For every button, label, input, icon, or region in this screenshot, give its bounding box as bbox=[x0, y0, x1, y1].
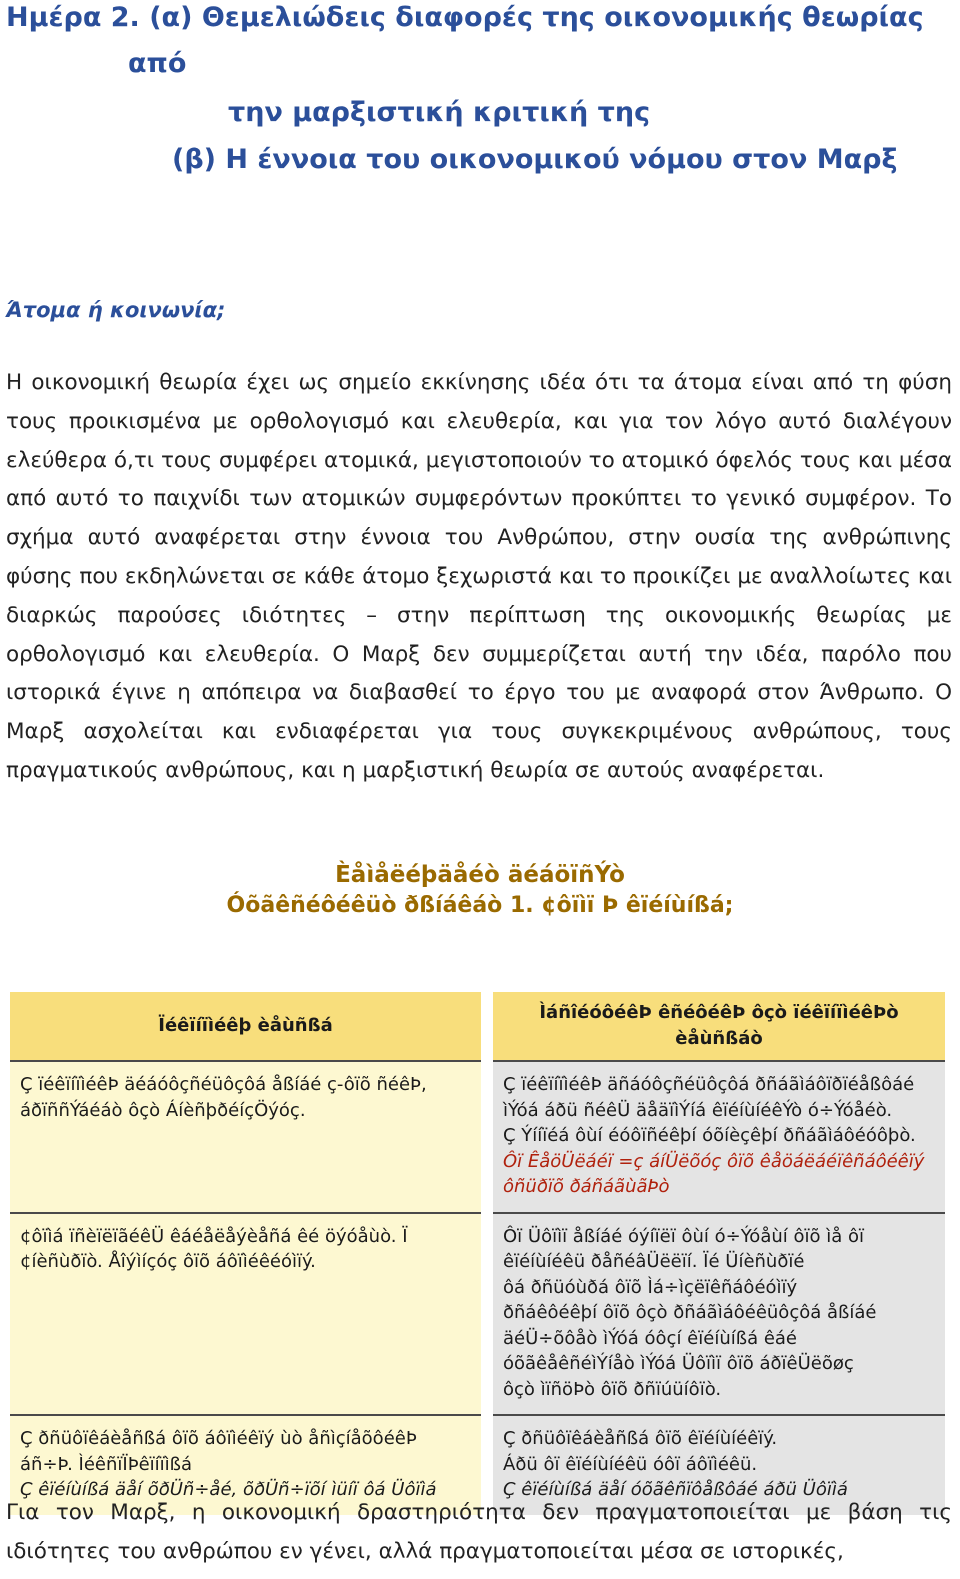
box-title: Èåìåëéþäåéò äéáöïñÝò bbox=[335, 862, 625, 888]
table-row bbox=[10, 1061, 945, 1213]
cell-line: Ç ïéêïíïìéêÞ äéáóôçñéüôçôá åßíáé ç-ôïõ ñéêÞ, bbox=[20, 1074, 427, 1095]
cell-line: ôçò ìïñöÞò ôïõ ðñïúüíôïò. bbox=[503, 1378, 722, 1400]
cell-line: Ç Ýííïéá ôùí éóôïñéêþí óõíèçêþí ðñáãìáôéóôþò. bbox=[503, 1125, 916, 1146]
cell-line: áñ÷Þ. ÌéêñïÏÞêïíïìßá bbox=[20, 1453, 193, 1475]
table-cell-left bbox=[10, 1061, 487, 1213]
table-cell-right bbox=[487, 1061, 945, 1213]
cell-line: Ç êïéíùíßá äåí õðÜñ÷åé, õðÜñ÷ïõí ìüíï ôá Üôïìá bbox=[20, 1479, 437, 1500]
cell-line: ¢íèñùðïò. Åîýìíçóç ôïõ áôïìéêéóìïý. bbox=[20, 1251, 316, 1272]
cell-line: ðñáêôéêþí ôïõ ôçò ðñáãìáôéêüôçôá åßíáé bbox=[503, 1302, 877, 1323]
comparison-table bbox=[10, 992, 945, 1515]
header-economic-theory: Ïéêïíïìéêþ èåùñßá bbox=[10, 992, 487, 1061]
heading-line-1: Ημέρα 2. (α) Θεμελιώδεις διαφορές της οικονομικής θεωρίας bbox=[6, 2, 924, 33]
body-paragraph-2: Για τον Μαρξ, η οικονομική δραστηριότητα δεν πραγματοποιείται με βάση τις ιδιότητες του ανθρώπου εν γένει, αλλά πραγματοποιείται μέσα σε ιστορικές, bbox=[6, 1500, 952, 1564]
cell-line: áðïññÝáéáò ôçò ÁíèñþðéíçÖýóç. bbox=[20, 1099, 306, 1121]
cell-line: ìÝóá áðü ñéêÜ äåäïìÝíá êïéíùíéêÝò ó÷Ýóåéò. bbox=[503, 1099, 893, 1121]
section-subheading: Άτομα ή κοινωνία; bbox=[6, 298, 226, 322]
heading-line-3: την μαρξιστική κριτική της bbox=[228, 97, 651, 128]
table-header-row bbox=[10, 992, 945, 1061]
cell-line: óõãêåêñéìÝíåò ìÝóá Üôïìï ôïõ áðïêÜëõøç bbox=[503, 1353, 854, 1374]
cell-line: ôá ðñüóùðá ôïõ Ìá÷ìçëïêñáôéóìïý bbox=[503, 1276, 798, 1298]
cell-line: Ç ðñüôïêáèåñßá ôïõ êïéíùíéêïý. bbox=[503, 1428, 778, 1449]
cell-line: Ôï Üôïìï åßíáé óýíïëï ôùí ó÷Ýóåùí ôïõ ìå ôï bbox=[503, 1225, 864, 1247]
cell-line: ¢ôïìá ïñèïëïãéêÜ êáéåëåýèåñá êé öýóåùò. Ï bbox=[20, 1225, 408, 1247]
body-paragraph-1: Η οικονομική θεωρία έχει ως σημείο εκκίνησης ιδέα ότι τα άτομα είναι από τη φύση τους προικισμένα με ορθολογισμό και ελευθερία, και για τον λόγο αυτό διαλέγουν ελεύθερα ό,τι τους συμφέρει ατομικά, μεγιστοποιούν το ατομικό όφελός τους και μέσα από αυτό το παιχνίδι των ατομικών συμφερόντων προκύπτει το γενικό συμφέρον. Το σχήμα αυτό αναφέρεται στην έννοια του Ανθρώπου, στην ουσία της ανθρώπινης φύσης που εκδηλώνεται σε κάθε άτομο ξεχωριστά και το προικίζει με αναλλοίωτες και διαρκώς παρούσες ιδιότητες – στην περίπτωση της οικονομικής θεωρίας με ορθολογισμό και ελευθερία. Ο Μαρξ δεν συμμερίζεται αυτή την ιδέα, παρόλο που ιστορικά έγινε η απόπειρα να διαβασθεί το έργο του με αναφορά στον Άνθρωπο. Ο Μαρξ ασχολείται και ενδιαφέρεται για τους συγκεκριμένους ανθρώπους, τους πραγματικούς ανθρώπους, και η μαρξιστική θεωρία σε αυτούς αναφέρεται. bbox=[6, 370, 952, 783]
cell-line: Áðü ôï êïéíùíéêü óôï áôïìéêü. bbox=[503, 1453, 758, 1475]
heading-line-4: (β) Η έννοια του οικονομικού νόμου στον Μαρξ bbox=[172, 144, 898, 175]
cell-line: Ç ðñüôïêáèåñßá ôïõ áôïìéêïý ùò åñìçíåõôéêÞ bbox=[20, 1428, 417, 1449]
cell-line-emphasis: ôñüðïõ ðáñáãùãÞò bbox=[503, 1176, 670, 1197]
box-subtitle: Óõãêñéôéêüò ðßíáêáò 1. ¢ôïìï Þ êïéíùíßá; bbox=[226, 893, 734, 918]
cell-line: Ç ïéêïíïìéêÞ äñáóôçñéüôçôá ðñáãìáôïðïéåßôáé bbox=[503, 1074, 915, 1095]
heading-line-2: από bbox=[128, 48, 187, 79]
table-cell-left bbox=[10, 1213, 487, 1416]
table-cell-right bbox=[487, 1213, 945, 1416]
cell-line: Ç êïéíùíßá äåí óõãêñïôåßôáé áðü Üôïìá bbox=[503, 1479, 848, 1500]
cell-line: êïéíùíéêü ðåñéâÜëëïí. Ïé Üíèñùðïé bbox=[503, 1251, 805, 1272]
header-marxist-critique: ÌáñîéóôéêÞ êñéôéêÞ ôçò ïéêïíïìéêÞò èåùñßáò bbox=[487, 992, 945, 1061]
table-row bbox=[10, 1213, 945, 1416]
cell-line-emphasis: Ôï ÊåöÜëáéï =ç áíÜëõóç ôïõ êåöáëáéïêñáôéêïý bbox=[503, 1150, 925, 1172]
cell-line: äéÜ÷õôåò ìÝóá óôçí êïéíùíßá êáé bbox=[503, 1327, 797, 1349]
